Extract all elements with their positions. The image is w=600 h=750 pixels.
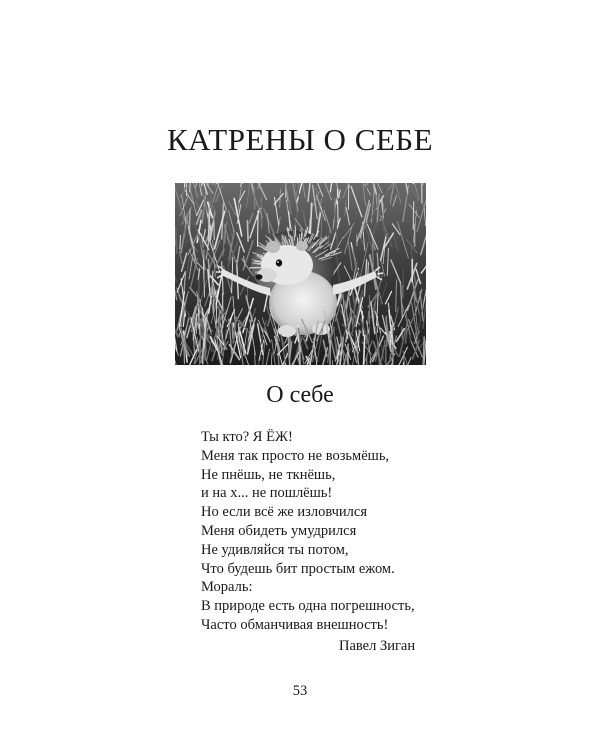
poem-line: Мораль: bbox=[201, 579, 253, 596]
poem-line: В природе есть одна погрешность, bbox=[201, 598, 415, 615]
poem-line: Что будешь бит простым ежом. bbox=[201, 560, 395, 577]
poem-line: и на х... не пошлёшь! bbox=[201, 485, 333, 502]
poem-text bbox=[201, 428, 461, 635]
poem-line: Меня обидеть умудрился bbox=[201, 522, 357, 539]
hedgehog-image bbox=[175, 183, 426, 365]
poem-line: Не пнёшь, не ткнёшь, bbox=[201, 466, 336, 483]
hedgehog-photo bbox=[175, 183, 426, 365]
poem-line: Но если всё же изловчился bbox=[201, 504, 368, 521]
page-title: КАТРЕНЫ О СЕБЕ bbox=[166, 122, 434, 157]
page-number: 53 bbox=[292, 683, 308, 699]
poem-line: Часто обманчивая внешность! bbox=[201, 616, 389, 633]
poem-title: О себе bbox=[266, 382, 334, 408]
poem-line: Меня так просто не возьмёшь, bbox=[201, 447, 390, 464]
poem-author: Павел Зиган bbox=[339, 638, 416, 654]
poem-line: Не удивляйся ты потом, bbox=[201, 541, 349, 558]
poem-line: Ты кто? Я ЁЖ! bbox=[201, 429, 293, 445]
